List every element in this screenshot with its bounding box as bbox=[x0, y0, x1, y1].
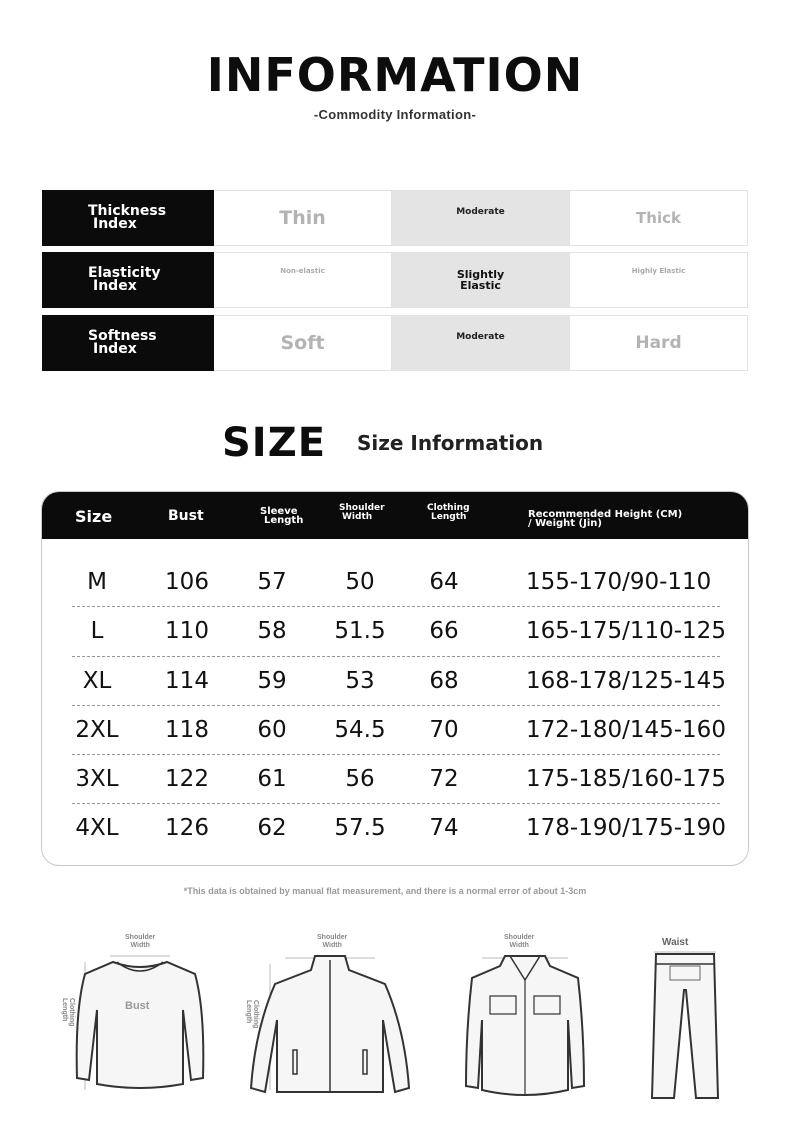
row-divider bbox=[72, 656, 720, 657]
cell-bust: 122 bbox=[165, 766, 209, 792]
jacket-shoulder-label: Shoulder Width bbox=[317, 934, 348, 949]
cell-size: M bbox=[87, 569, 107, 595]
cell-recommended: 168-178/125-145 bbox=[526, 668, 726, 694]
size-table-header bbox=[42, 492, 748, 539]
table-row bbox=[42, 656, 748, 705]
measurement-note: *This data is obtained by manual flat measurement, and there is a normal error of about 1-3cm bbox=[183, 886, 587, 896]
cell-shoulder: 51.5 bbox=[334, 618, 386, 644]
size-table bbox=[41, 491, 749, 866]
softness-option-moderate: Moderate bbox=[392, 315, 570, 371]
sweater-icon bbox=[65, 950, 215, 1100]
header-bust: Bust bbox=[168, 508, 204, 524]
softness-option-hard: Hard bbox=[570, 315, 748, 371]
cell-sleeve: 60 bbox=[257, 717, 287, 743]
cell-bust: 110 bbox=[165, 618, 209, 644]
cell-bust: 118 bbox=[165, 717, 209, 743]
softness-index-label: Softness Index bbox=[42, 315, 214, 371]
thickness-index-label: Thickness Index bbox=[42, 190, 214, 246]
cell-size: 2XL bbox=[75, 717, 119, 743]
row-divider bbox=[72, 803, 720, 804]
header-recommended: Recommended Height (CM) / Weight (Jin) bbox=[528, 509, 683, 529]
elasticity-option-non-elastic: Non-elastic bbox=[214, 252, 392, 308]
cell-size: 3XL bbox=[75, 766, 119, 792]
thickness-option-moderate: Moderate bbox=[392, 190, 570, 246]
cell-recommended: 172-180/145-160 bbox=[526, 717, 726, 743]
row-divider bbox=[72, 754, 720, 755]
elasticity-index-label: Elasticity Index bbox=[42, 252, 214, 308]
sweater-shoulder-label: Shoulder Width bbox=[125, 934, 156, 949]
cell-recommended: 165-175/110-125 bbox=[526, 618, 726, 644]
table-row bbox=[42, 606, 748, 655]
cell-size: XL bbox=[82, 668, 112, 694]
size-section-subtitle: Size Information bbox=[357, 431, 544, 455]
cell-shoulder: 50 bbox=[345, 569, 375, 595]
cell-sleeve: 62 bbox=[257, 815, 287, 841]
cell-sleeve: 57 bbox=[257, 569, 287, 595]
sweater-bust-label: Bust bbox=[125, 1000, 150, 1012]
size-section-title: SIZE bbox=[222, 420, 327, 466]
row-divider bbox=[72, 606, 720, 607]
cell-sleeve: 58 bbox=[257, 618, 287, 644]
cell-shoulder: 54.5 bbox=[334, 717, 386, 743]
jacket-diagram bbox=[245, 930, 415, 1100]
cell-size: 4XL bbox=[75, 815, 119, 841]
page-subtitle: -Commodity Information- bbox=[313, 107, 477, 122]
header-shoulder-width: Shoulder Width bbox=[339, 503, 385, 522]
shirt-shoulder-label: Shoulder Width bbox=[504, 934, 535, 949]
sweater-diagram bbox=[61, 930, 215, 1100]
cell-length: 70 bbox=[429, 717, 459, 743]
elasticity-option-slightly-elastic: Slightly Elastic bbox=[392, 252, 570, 308]
elasticity-option-highly-elastic: Highly Elastic bbox=[570, 252, 748, 308]
thickness-index-row bbox=[42, 190, 748, 246]
row-divider bbox=[72, 705, 720, 706]
cell-length: 68 bbox=[429, 668, 459, 694]
cell-recommended: 178-190/175-190 bbox=[526, 815, 726, 841]
shirt-diagram bbox=[460, 930, 590, 1105]
cell-recommended: 175-185/160-175 bbox=[526, 766, 726, 792]
jacket-length-label: Clothing Length bbox=[245, 1000, 259, 1029]
cell-length: 66 bbox=[429, 618, 459, 644]
page-title: INFORMATION bbox=[206, 48, 584, 102]
thickness-option-thin: Thin bbox=[214, 190, 392, 246]
table-row bbox=[42, 754, 748, 803]
cell-recommended: 155-170/90-110 bbox=[526, 569, 712, 595]
cell-bust: 126 bbox=[165, 815, 209, 841]
cell-length: 72 bbox=[429, 766, 459, 792]
softness-index-row bbox=[42, 315, 748, 371]
pants-waist-label: Waist bbox=[662, 937, 689, 948]
pants-icon bbox=[640, 950, 730, 1110]
thickness-option-thick: Thick bbox=[570, 190, 748, 246]
table-row bbox=[42, 803, 748, 852]
cell-size: L bbox=[90, 618, 104, 644]
elasticity-index-row bbox=[42, 252, 748, 308]
table-row bbox=[42, 705, 748, 754]
cell-length: 74 bbox=[429, 815, 459, 841]
cell-sleeve: 59 bbox=[257, 668, 287, 694]
cell-shoulder: 53 bbox=[345, 668, 375, 694]
header-sleeve-length: Sleeve Length bbox=[260, 506, 304, 526]
header-size: Size bbox=[75, 507, 113, 526]
pants-diagram bbox=[640, 930, 730, 1110]
cell-sleeve: 61 bbox=[257, 766, 287, 792]
cell-length: 64 bbox=[429, 569, 459, 595]
cell-bust: 106 bbox=[165, 569, 209, 595]
table-row bbox=[42, 557, 748, 606]
cell-shoulder: 56 bbox=[345, 766, 375, 792]
shirt-icon bbox=[460, 950, 590, 1105]
jacket-icon bbox=[245, 950, 415, 1100]
cell-bust: 114 bbox=[165, 668, 209, 694]
softness-option-soft: Soft bbox=[214, 315, 392, 371]
header-clothing-length: Clothing Length bbox=[427, 503, 470, 522]
sweater-length-label: Clothing Length bbox=[61, 998, 75, 1027]
cell-shoulder: 57.5 bbox=[334, 815, 386, 841]
